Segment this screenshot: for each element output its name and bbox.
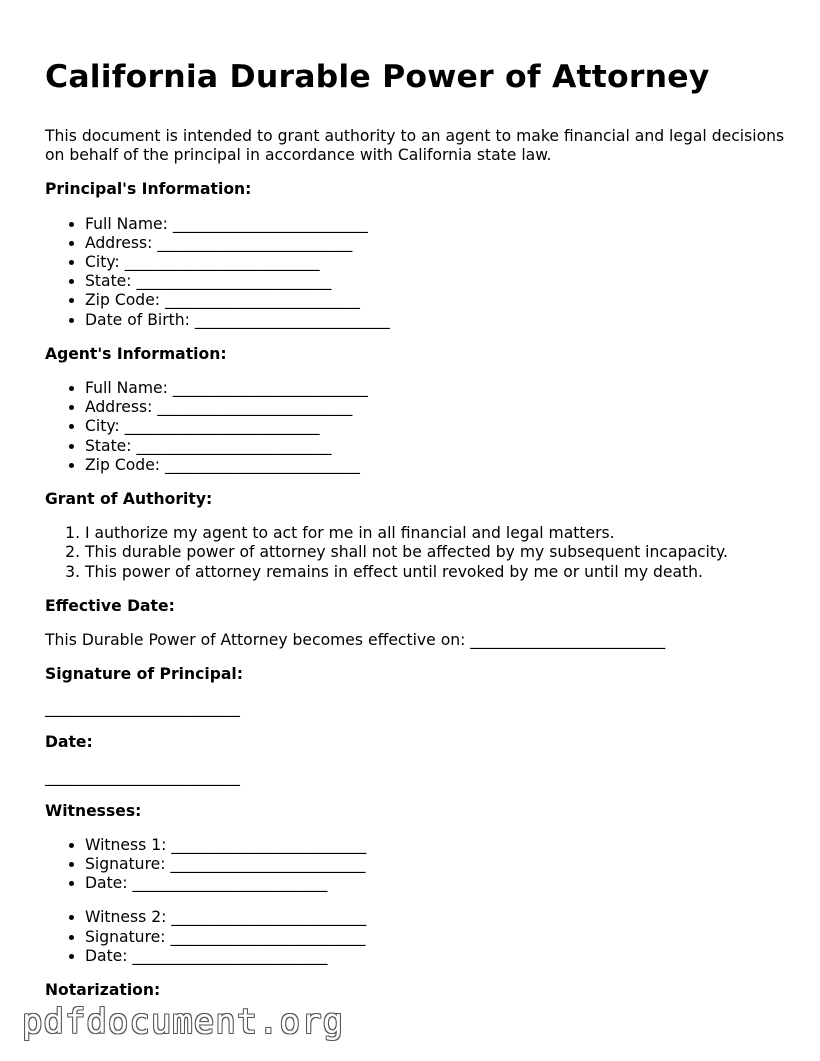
grant-item: 1. I authorize my agent to act for me in all financial and legal matters.	[85, 524, 785, 543]
principal-fields-list	[45, 215, 785, 330]
witness-1-name-field[interactable]: • Witness 1: _________________________	[85, 836, 785, 855]
grant-list	[45, 524, 785, 582]
notarization-heading: Notarization:	[45, 981, 161, 1000]
principal-signature-line[interactable]: _________________________	[45, 699, 240, 718]
grant-item: 2. This durable power of attorney shall not be affected by my subsequent incapacity.	[85, 543, 785, 562]
witness-2-date-field[interactable]: • Date: _________________________	[85, 947, 785, 966]
witness-2-list	[45, 908, 785, 966]
watermark-logo: pdfdocument.org	[22, 1002, 345, 1042]
witness-2-signature-field[interactable]: • Signature: _________________________	[85, 928, 785, 947]
grant-item: 3. This power of attorney remains in effect until revoked by me or until my death.	[85, 563, 785, 582]
agent-zip-field[interactable]: • Zip Code: _________________________	[85, 456, 785, 475]
date-heading: Date:	[45, 733, 93, 752]
grant-heading: Grant of Authority:	[45, 490, 213, 509]
witnesses-heading: Witnesses:	[45, 801, 142, 820]
witness-1-list	[45, 836, 785, 894]
principal-heading: Principal's Information:	[45, 180, 252, 199]
signature-heading: Signature of Principal:	[45, 665, 243, 684]
agent-state-field[interactable]: • State: _________________________	[85, 437, 785, 456]
witness-1-signature-field[interactable]: • Signature: _________________________	[85, 855, 785, 874]
witness-2-name-field[interactable]: • Witness 2: _________________________	[85, 908, 785, 927]
principal-city-field[interactable]: • City: _________________________	[85, 253, 785, 272]
intro-paragraph: This document is intended to grant authority to an agent to make financial and legal decisions on behalf of the principal in accordance with California state law.	[45, 127, 785, 165]
signature-date-line[interactable]: _________________________	[45, 767, 240, 786]
agent-heading: Agent's Information:	[45, 344, 227, 363]
effective-date-field[interactable]: This Durable Power of Attorney becomes effective on: _________________________	[45, 631, 666, 650]
principal-dob-field[interactable]: • Date of Birth: _________________________	[85, 311, 785, 330]
agent-full-name-field[interactable]: • Full Name: _________________________	[85, 379, 785, 398]
document-title: California Durable Power of Attorney	[45, 59, 710, 95]
agent-fields-list	[45, 379, 785, 475]
document-page	[45, 58, 785, 1015]
witness-1-date-field[interactable]: • Date: _________________________	[85, 874, 785, 893]
agent-city-field[interactable]: • City: _________________________	[85, 417, 785, 436]
agent-address-field[interactable]: • Address: _________________________	[85, 398, 785, 417]
principal-full-name-field[interactable]: • Full Name: _________________________	[85, 215, 785, 234]
principal-zip-field[interactable]: • Zip Code: _________________________	[85, 291, 785, 310]
principal-state-field[interactable]: • State: _________________________	[85, 272, 785, 291]
principal-address-field[interactable]: • Address: _________________________	[85, 234, 785, 253]
effective-date-heading: Effective Date:	[45, 596, 175, 615]
